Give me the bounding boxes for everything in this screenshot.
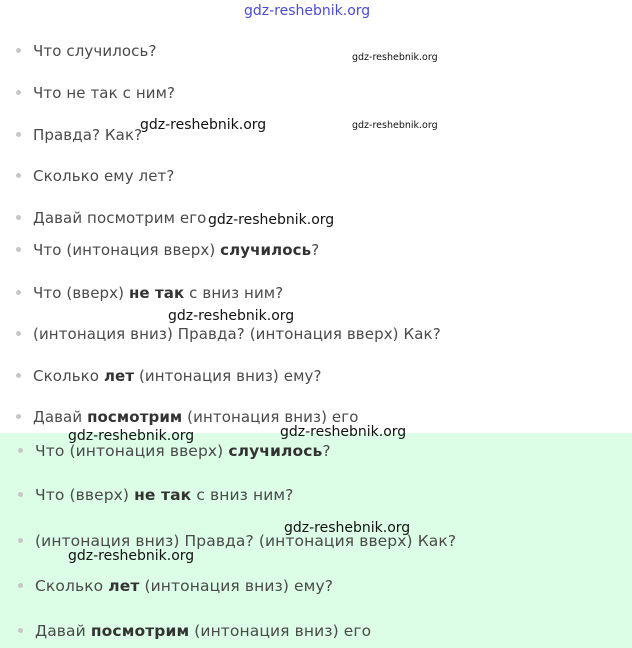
item-text: (интонация вниз) ему? bbox=[134, 367, 322, 385]
bullet-icon bbox=[16, 90, 21, 95]
list-item bbox=[18, 621, 371, 641]
bullet-icon bbox=[16, 173, 21, 178]
watermark: gdz-reshebnik.org bbox=[352, 120, 438, 131]
bullet-icon bbox=[16, 132, 21, 137]
emphasis-text: посмотрим bbox=[87, 408, 183, 426]
item-text: (интонация вниз) его bbox=[189, 622, 372, 640]
list-item bbox=[18, 441, 331, 461]
item-text: (интонация вниз) его bbox=[182, 408, 359, 426]
list-item bbox=[18, 485, 294, 505]
list-item bbox=[16, 283, 283, 303]
list-item bbox=[18, 576, 333, 596]
watermark: gdz-reshebnik.org bbox=[68, 428, 195, 444]
bullet-icon bbox=[16, 48, 21, 53]
bullet-icon bbox=[18, 538, 23, 543]
watermark: gdz-reshebnik.org bbox=[280, 424, 407, 440]
emphasis-text: случилось bbox=[220, 241, 312, 259]
bullet-icon bbox=[16, 247, 21, 252]
emphasis-text: посмотрим bbox=[90, 622, 190, 640]
item-text: ? bbox=[322, 442, 331, 460]
emphasis-text: лет bbox=[108, 577, 140, 595]
bullet-icon bbox=[16, 373, 21, 378]
item-text: Давай bbox=[33, 408, 88, 426]
item-text: Что (вверх) bbox=[33, 284, 129, 302]
list-item bbox=[16, 208, 206, 228]
item-text: (интонация вниз) ему? bbox=[139, 577, 334, 595]
item-text: Сколько bbox=[35, 577, 109, 595]
list-item bbox=[16, 41, 157, 61]
item-text: ? bbox=[311, 241, 320, 259]
watermark: gdz-reshebnik.org bbox=[140, 117, 267, 133]
emphasis-text: лет bbox=[103, 367, 135, 385]
list-item bbox=[16, 83, 175, 103]
list-item bbox=[16, 366, 322, 386]
bullet-icon bbox=[18, 628, 23, 633]
list-item bbox=[16, 166, 174, 186]
item-text: Сколько bbox=[33, 367, 104, 385]
item-text: Правда? Как? bbox=[33, 126, 143, 144]
watermark: gdz-reshebnik.org bbox=[68, 548, 195, 564]
item-text: Что (вверх) bbox=[35, 486, 135, 504]
emphasis-text: не так bbox=[128, 284, 185, 302]
bullet-icon bbox=[16, 215, 21, 220]
item-text: Давай bbox=[35, 622, 91, 640]
watermark: gdz-reshebnik.org bbox=[284, 520, 411, 536]
item-text: (интонация вниз) Правда? (интонация вверх) Как? bbox=[35, 532, 457, 550]
emphasis-text: не так bbox=[134, 486, 192, 504]
item-text: Что (интонация вверх) bbox=[35, 442, 229, 460]
bullet-icon bbox=[18, 492, 23, 497]
bullet-icon bbox=[16, 290, 21, 295]
emphasis-text: случилось bbox=[228, 442, 323, 460]
bullet-icon bbox=[18, 448, 23, 453]
bullet-icon bbox=[16, 331, 21, 336]
item-text: с вниз ним? bbox=[184, 284, 284, 302]
item-text: Что (интонация вверх) bbox=[33, 241, 221, 259]
watermark: gdz-reshebnik.org bbox=[208, 212, 335, 228]
item-text: Сколько ему лет? bbox=[33, 167, 175, 185]
watermark: gdz-reshebnik.org bbox=[244, 3, 371, 19]
item-text: (интонация вниз) Правда? (интонация вверх) Как? bbox=[33, 325, 441, 343]
item-text: Давай посмотрим его bbox=[33, 209, 207, 227]
bullet-icon bbox=[16, 414, 21, 419]
list-item bbox=[16, 240, 319, 260]
list-item bbox=[16, 125, 142, 145]
watermark: gdz-reshebnik.org bbox=[352, 52, 438, 63]
bullet-icon bbox=[18, 583, 23, 588]
watermark: gdz-reshebnik.org bbox=[168, 308, 295, 324]
item-text: с вниз ним? bbox=[191, 486, 294, 504]
item-text: Что не так с ним? bbox=[33, 84, 176, 102]
list-item bbox=[16, 324, 441, 344]
item-text: Что случилось? bbox=[33, 42, 157, 60]
